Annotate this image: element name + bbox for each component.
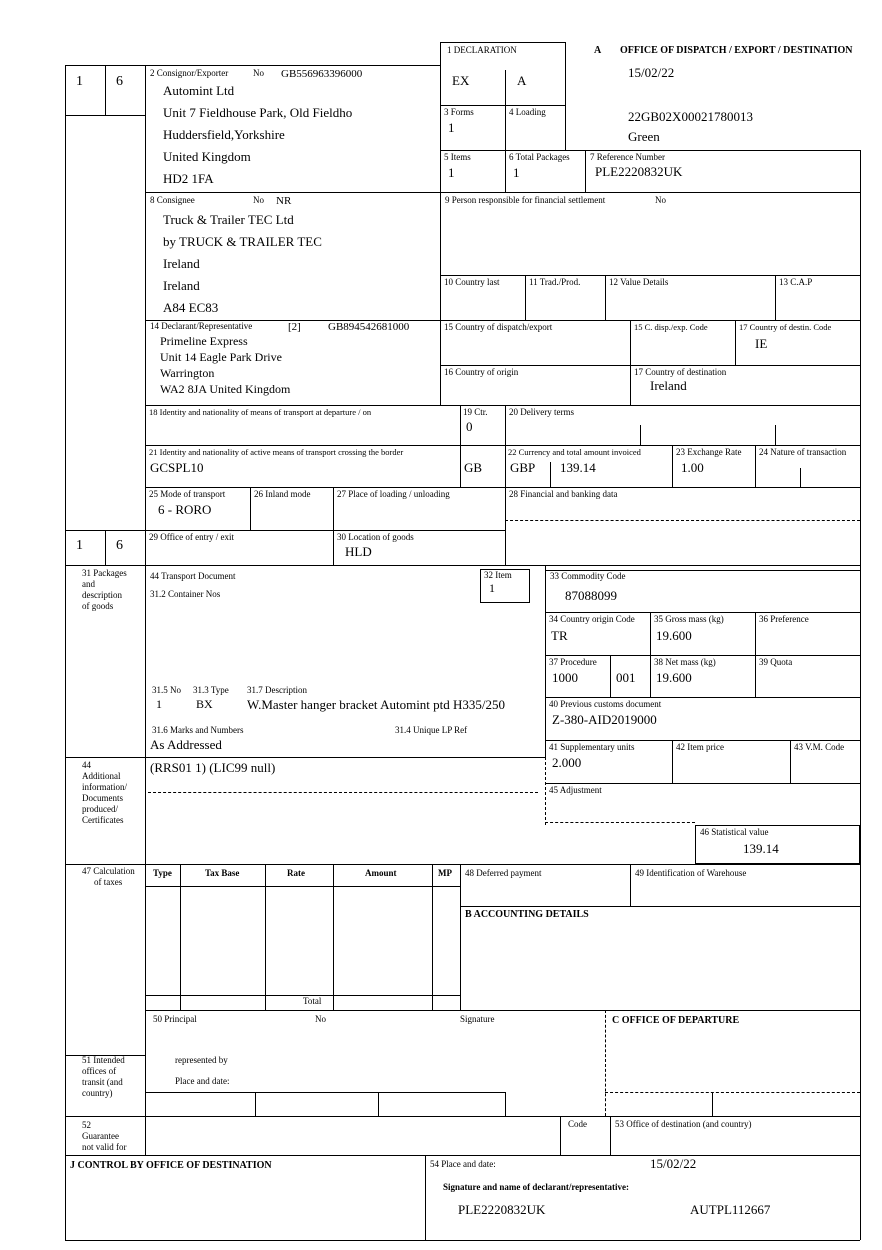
- tax-column-header: MP: [438, 868, 452, 878]
- rule: [250, 487, 251, 530]
- box51-label-line: transit (and: [82, 1077, 123, 1087]
- rule: [333, 864, 334, 1010]
- box6-label: 6 Total Packages: [509, 152, 570, 162]
- rule: [440, 42, 565, 43]
- rule: [525, 275, 526, 320]
- box15a-label: 15 C. disp./exp. Code: [634, 322, 708, 332]
- rule: [440, 365, 860, 366]
- box5-label: 5 Items: [444, 152, 471, 162]
- box31-2-label: 31.2 Container Nos: [150, 589, 221, 599]
- represented-by-label: represented by: [175, 1055, 228, 1065]
- rule: [65, 1155, 860, 1156]
- rule: [630, 320, 631, 405]
- consignee-address-line: A84 EC83: [163, 300, 219, 315]
- box15-label: 15 Country of dispatch/export: [444, 322, 553, 332]
- mode-of-transport: 6 - RORO: [158, 502, 212, 517]
- previous-document: Z-380-AID2019000: [552, 712, 657, 727]
- rule: [65, 115, 145, 116]
- destination-country-code: IE: [755, 336, 768, 351]
- section-a-letter: A: [594, 45, 602, 56]
- box28-label: 28 Financial and banking data: [509, 489, 618, 499]
- rule: [775, 425, 776, 445]
- copy-number: 1: [76, 538, 83, 553]
- box8-label: 8 Consignee: [150, 195, 195, 205]
- package-count: 1: [156, 697, 162, 711]
- box12-label: 12 Value Details: [609, 277, 669, 287]
- box43-label: 43 V.M. Code: [794, 742, 845, 752]
- box31-3-label: 31.3 Type: [193, 685, 229, 695]
- box20-label: 20 Delivery terms: [509, 407, 574, 417]
- box31-label-line: of goods: [82, 601, 114, 611]
- rule: [755, 445, 756, 487]
- rule: [650, 612, 651, 697]
- invoice-amount: 139.14: [560, 460, 596, 475]
- box44-label-line: produced/: [82, 804, 118, 814]
- rule: [65, 1240, 860, 1241]
- box31-5-label: 31.5 No: [152, 685, 181, 695]
- additional-information: (RRS01 1) (LIC99 null): [150, 760, 276, 775]
- package-type: BX: [196, 697, 213, 711]
- consignee-address-line: Truck & Trailer TEC Ltd: [163, 212, 294, 227]
- box52-label-line: not valid for: [82, 1142, 127, 1152]
- declarant-code: [2]: [288, 321, 301, 333]
- box48-label: 48 Deferred payment: [465, 868, 542, 878]
- rule: [65, 65, 440, 66]
- rule: [755, 612, 756, 697]
- consignor-address-line: HD2 1FA: [163, 171, 214, 186]
- rule: [545, 655, 860, 656]
- box32-label: 32 Item: [484, 570, 512, 580]
- box8-no-label: No: [253, 195, 264, 205]
- rule: [565, 42, 566, 150]
- rule: [860, 150, 861, 1240]
- box54-declarant-name: AUTPL112667: [690, 1202, 771, 1217]
- rule: [65, 1116, 860, 1117]
- rule: [640, 425, 641, 445]
- box31-4-label: 31.4 Unique LP Ref: [395, 725, 468, 735]
- box33-label: 33 Commodity Code: [550, 571, 626, 581]
- rule: [265, 864, 266, 1010]
- dashed-rule: [605, 1010, 606, 1116]
- dispatch-date: 15/02/22: [628, 65, 675, 80]
- rule: [460, 906, 860, 907]
- box4-label: 4 Loading: [509, 107, 546, 117]
- box53-label: 53 Office of destination (and country): [615, 1119, 752, 1129]
- box3-value: 1: [448, 120, 455, 135]
- section-a-title: OFFICE OF DISPATCH / EXPORT / DESTINATION: [620, 45, 853, 56]
- consignor-address-line: Unit 7 Fieldhouse Park, Old Fieldho: [163, 105, 353, 120]
- consignor-eori: GB556963396000: [281, 68, 363, 80]
- rule: [735, 320, 736, 365]
- box40-label: 40 Previous customs document: [549, 699, 662, 709]
- box17-label: 17 Country of destination: [634, 367, 727, 377]
- rule: [440, 150, 860, 151]
- consignee-address-line: Ireland: [163, 278, 200, 293]
- box24-label: 24 Nature of transaction: [759, 447, 847, 457]
- rule: [440, 42, 441, 405]
- box21-label: 21 Identity and nationality of active means of transport crossing the border: [149, 447, 404, 457]
- item-number: 1: [489, 581, 495, 595]
- rule: [145, 1092, 505, 1093]
- rule: [460, 864, 461, 1010]
- place-and-date-label: Place and date:: [175, 1076, 230, 1086]
- consignor-address-line: Huddersfield,Yorkshire: [163, 127, 285, 142]
- box46-label: 46 Statistical value: [700, 827, 769, 837]
- box52-label-line: Guarantee: [82, 1131, 119, 1141]
- box7-label: 7 Reference Number: [590, 152, 665, 162]
- consignor-address-line: Automint Ltd: [163, 83, 235, 98]
- rule: [145, 192, 860, 193]
- rule: [545, 783, 860, 784]
- marks-and-numbers: As Addressed: [150, 737, 222, 752]
- rule: [440, 275, 860, 276]
- box13-label: 13 C.A.P: [779, 277, 813, 287]
- tax-total-label: Total: [303, 996, 322, 1006]
- box31-label-line: description: [82, 590, 122, 600]
- rule: [333, 487, 334, 565]
- box6-value: 1: [513, 165, 520, 180]
- rule: [560, 1116, 561, 1155]
- box31-7-label: 31.7 Description: [247, 685, 307, 695]
- rule: [65, 864, 860, 865]
- rule: [790, 740, 791, 783]
- rule: [775, 275, 776, 320]
- rule: [585, 150, 586, 192]
- box51-label-line: country): [82, 1088, 113, 1098]
- dashed-rule: [545, 822, 695, 823]
- box11-label: 11 Trad./Prod.: [529, 277, 581, 287]
- rule: [105, 530, 106, 565]
- rule: [545, 697, 860, 698]
- rule: [505, 70, 506, 192]
- rule: [105, 65, 106, 115]
- rule: [145, 487, 860, 488]
- box19-value: 0: [466, 419, 473, 434]
- box44-transport-label: 44 Transport Document: [150, 571, 236, 581]
- rule: [145, 65, 146, 1155]
- declarant-eori: GB894542681000: [328, 321, 410, 333]
- dashed-rule: [505, 520, 860, 521]
- box2-no-label: No: [253, 68, 264, 78]
- box31-label-line: 31 Packages: [82, 568, 127, 578]
- rule: [605, 275, 606, 320]
- rule: [432, 864, 433, 1010]
- rule: [145, 1010, 860, 1011]
- destination-country: Ireland: [650, 378, 687, 393]
- copy-code: 6: [116, 74, 123, 89]
- rule: [65, 757, 545, 758]
- gross-mass: 19.600: [656, 628, 692, 643]
- box25-label: 25 Mode of transport: [149, 489, 226, 499]
- rule: [65, 530, 505, 531]
- statistical-value: 139.14: [743, 841, 779, 856]
- rule: [672, 740, 673, 783]
- rule: [145, 445, 860, 446]
- box5-value: 1: [448, 165, 455, 180]
- dashed-rule: [605, 1092, 860, 1093]
- box50-no-label: No: [315, 1014, 326, 1024]
- box44-label-line: Additional: [82, 771, 121, 781]
- box29-label: 29 Office of entry / exit: [149, 532, 235, 542]
- box54-signature-label: Signature and name of declarant/representative:: [443, 1182, 629, 1192]
- tax-column-header: Rate: [287, 868, 305, 878]
- routing-status: Green: [628, 129, 660, 144]
- rule: [440, 105, 565, 106]
- rule: [505, 1092, 506, 1116]
- box26-label: 26 Inland mode: [254, 489, 311, 499]
- box31-label-line: and: [82, 579, 95, 589]
- tax-column-header: Type: [153, 868, 172, 878]
- box1-declaration-type: EX: [452, 73, 470, 88]
- declarant-address-line: Unit 14 Eagle Park Drive: [160, 350, 282, 364]
- box36-label: 36 Preference: [759, 614, 809, 624]
- transport-nationality: GB: [464, 460, 483, 475]
- box51-label-line: 51 Intended: [82, 1055, 125, 1065]
- rule: [65, 565, 860, 566]
- dashed-rule: [545, 757, 546, 825]
- invoice-currency: GBP: [510, 460, 536, 475]
- box54-label: 54 Place and date:: [430, 1159, 496, 1169]
- section-c-title: C OFFICE OF DEPARTURE: [612, 1015, 740, 1026]
- box47-label-line: 47 Calculation: [82, 866, 135, 876]
- rule: [255, 1092, 256, 1116]
- rule: [610, 1116, 611, 1155]
- section-b-title: B ACCOUNTING DETAILS: [465, 909, 589, 920]
- consignor-address-line: United Kingdom: [163, 149, 251, 164]
- declarant-address-line: Primeline Express: [160, 334, 248, 348]
- rule: [460, 405, 461, 487]
- procedure-previous: 001: [616, 670, 636, 685]
- location-of-goods: HLD: [345, 544, 372, 559]
- box44-label-line: Documents: [82, 793, 123, 803]
- box23-label: 23 Exchange Rate: [676, 447, 742, 457]
- guarantee-code-label: Code: [568, 1119, 587, 1129]
- rule: [425, 1155, 426, 1240]
- box16-label: 16 Country of origin: [444, 367, 519, 377]
- box22-label: 22 Currency and total amount invoiced: [508, 447, 641, 457]
- tax-column-header: Tax Base: [205, 868, 240, 878]
- box17a-label: 17 Country of destin. Code: [739, 322, 832, 332]
- box31-6-label: 31.6 Marks and Numbers: [152, 725, 244, 735]
- box49-label: 49 Identification of Warehouse: [635, 868, 747, 878]
- box18-label: 18 Identity and nationality of means of transport at departure / on: [149, 407, 372, 417]
- consignee-address-line: Ireland: [163, 256, 200, 271]
- box9-no-label: No: [655, 195, 666, 205]
- box54-reference: PLE2220832UK: [458, 1202, 546, 1217]
- transport-identity: GCSPL10: [150, 460, 204, 475]
- box30-label: 30 Location of goods: [337, 532, 414, 542]
- rule: [505, 405, 506, 565]
- box44-label-line: 44: [82, 760, 91, 770]
- goods-description: W.Master hanger bracket Automint ptd H335/250: [247, 697, 506, 712]
- procedure-requested: 1000: [552, 670, 578, 685]
- rule: [630, 864, 631, 906]
- box1-declaration-subtype: A: [517, 73, 527, 88]
- rule: [610, 655, 611, 697]
- box35-label: 35 Gross mass (kg): [654, 614, 724, 624]
- reference-number: PLE2220832UK: [595, 164, 683, 179]
- box50-label: 50 Principal: [153, 1014, 197, 1024]
- box10-label: 10 Country last: [444, 277, 500, 287]
- origin-country-code: TR: [551, 628, 568, 643]
- movement-reference-number: 22GB02X00021780013: [628, 109, 753, 124]
- box37-label: 37 Procedure: [549, 657, 597, 667]
- dashed-rule: [148, 792, 538, 793]
- box34-label: 34 Country origin Code: [549, 614, 635, 624]
- box44-label-line: information/: [82, 782, 127, 792]
- copy-code: 6: [116, 538, 123, 553]
- box52-label-line: 52: [82, 1120, 91, 1130]
- rule: [145, 405, 860, 406]
- rule: [800, 468, 801, 487]
- box9-label: 9 Person responsible for financial settlement: [445, 195, 606, 205]
- tax-column-header: Amount: [365, 868, 397, 878]
- box38-label: 38 Net mass (kg): [654, 657, 716, 667]
- box45-label: 45 Adjustment: [549, 785, 602, 795]
- box50-signature-label: Signature: [460, 1014, 495, 1024]
- section-j-title: J CONTROL BY OFFICE OF DESTINATION: [70, 1160, 272, 1171]
- consignee-eori: NR: [276, 195, 292, 207]
- rule: [545, 740, 860, 741]
- rule: [180, 864, 181, 1010]
- rule: [550, 462, 551, 487]
- commodity-code: 87088099: [565, 588, 617, 603]
- box27-label: 27 Place of loading / unloading: [337, 489, 450, 499]
- box54-date: 15/02/22: [650, 1156, 697, 1171]
- copy-number: 1: [76, 74, 83, 89]
- declarant-address-line: WA2 8JA United Kingdom: [160, 382, 291, 396]
- box14-label: 14 Declarant/Representative: [150, 321, 253, 331]
- rule: [545, 565, 546, 757]
- box47-label-line: of taxes: [94, 877, 123, 887]
- rule: [712, 1092, 713, 1116]
- box39-label: 39 Quota: [759, 657, 793, 667]
- rule: [378, 1092, 379, 1116]
- consignee-address-line: by TRUCK & TRAILER TEC: [163, 234, 322, 249]
- declarant-address-line: Warrington: [160, 366, 215, 380]
- box41-label: 41 Supplementary units: [549, 742, 635, 752]
- rule: [672, 445, 673, 487]
- box2-label: 2 Consignor/Exporter: [150, 68, 229, 78]
- rule: [545, 612, 860, 613]
- rule: [65, 65, 66, 1240]
- box1-label: 1 DECLARATION: [447, 45, 517, 55]
- rule: [145, 320, 860, 321]
- box3-label: 3 Forms: [444, 107, 474, 117]
- net-mass: 19.600: [656, 670, 692, 685]
- exchange-rate: 1.00: [681, 460, 704, 475]
- box51-label-line: offices of: [82, 1066, 117, 1076]
- box44-label-line: Certificates: [82, 815, 124, 825]
- box19-label: 19 Ctr.: [463, 407, 488, 417]
- box42-label: 42 Item price: [676, 742, 724, 752]
- supplementary-units: 2.000: [552, 755, 582, 770]
- rule: [145, 886, 460, 887]
